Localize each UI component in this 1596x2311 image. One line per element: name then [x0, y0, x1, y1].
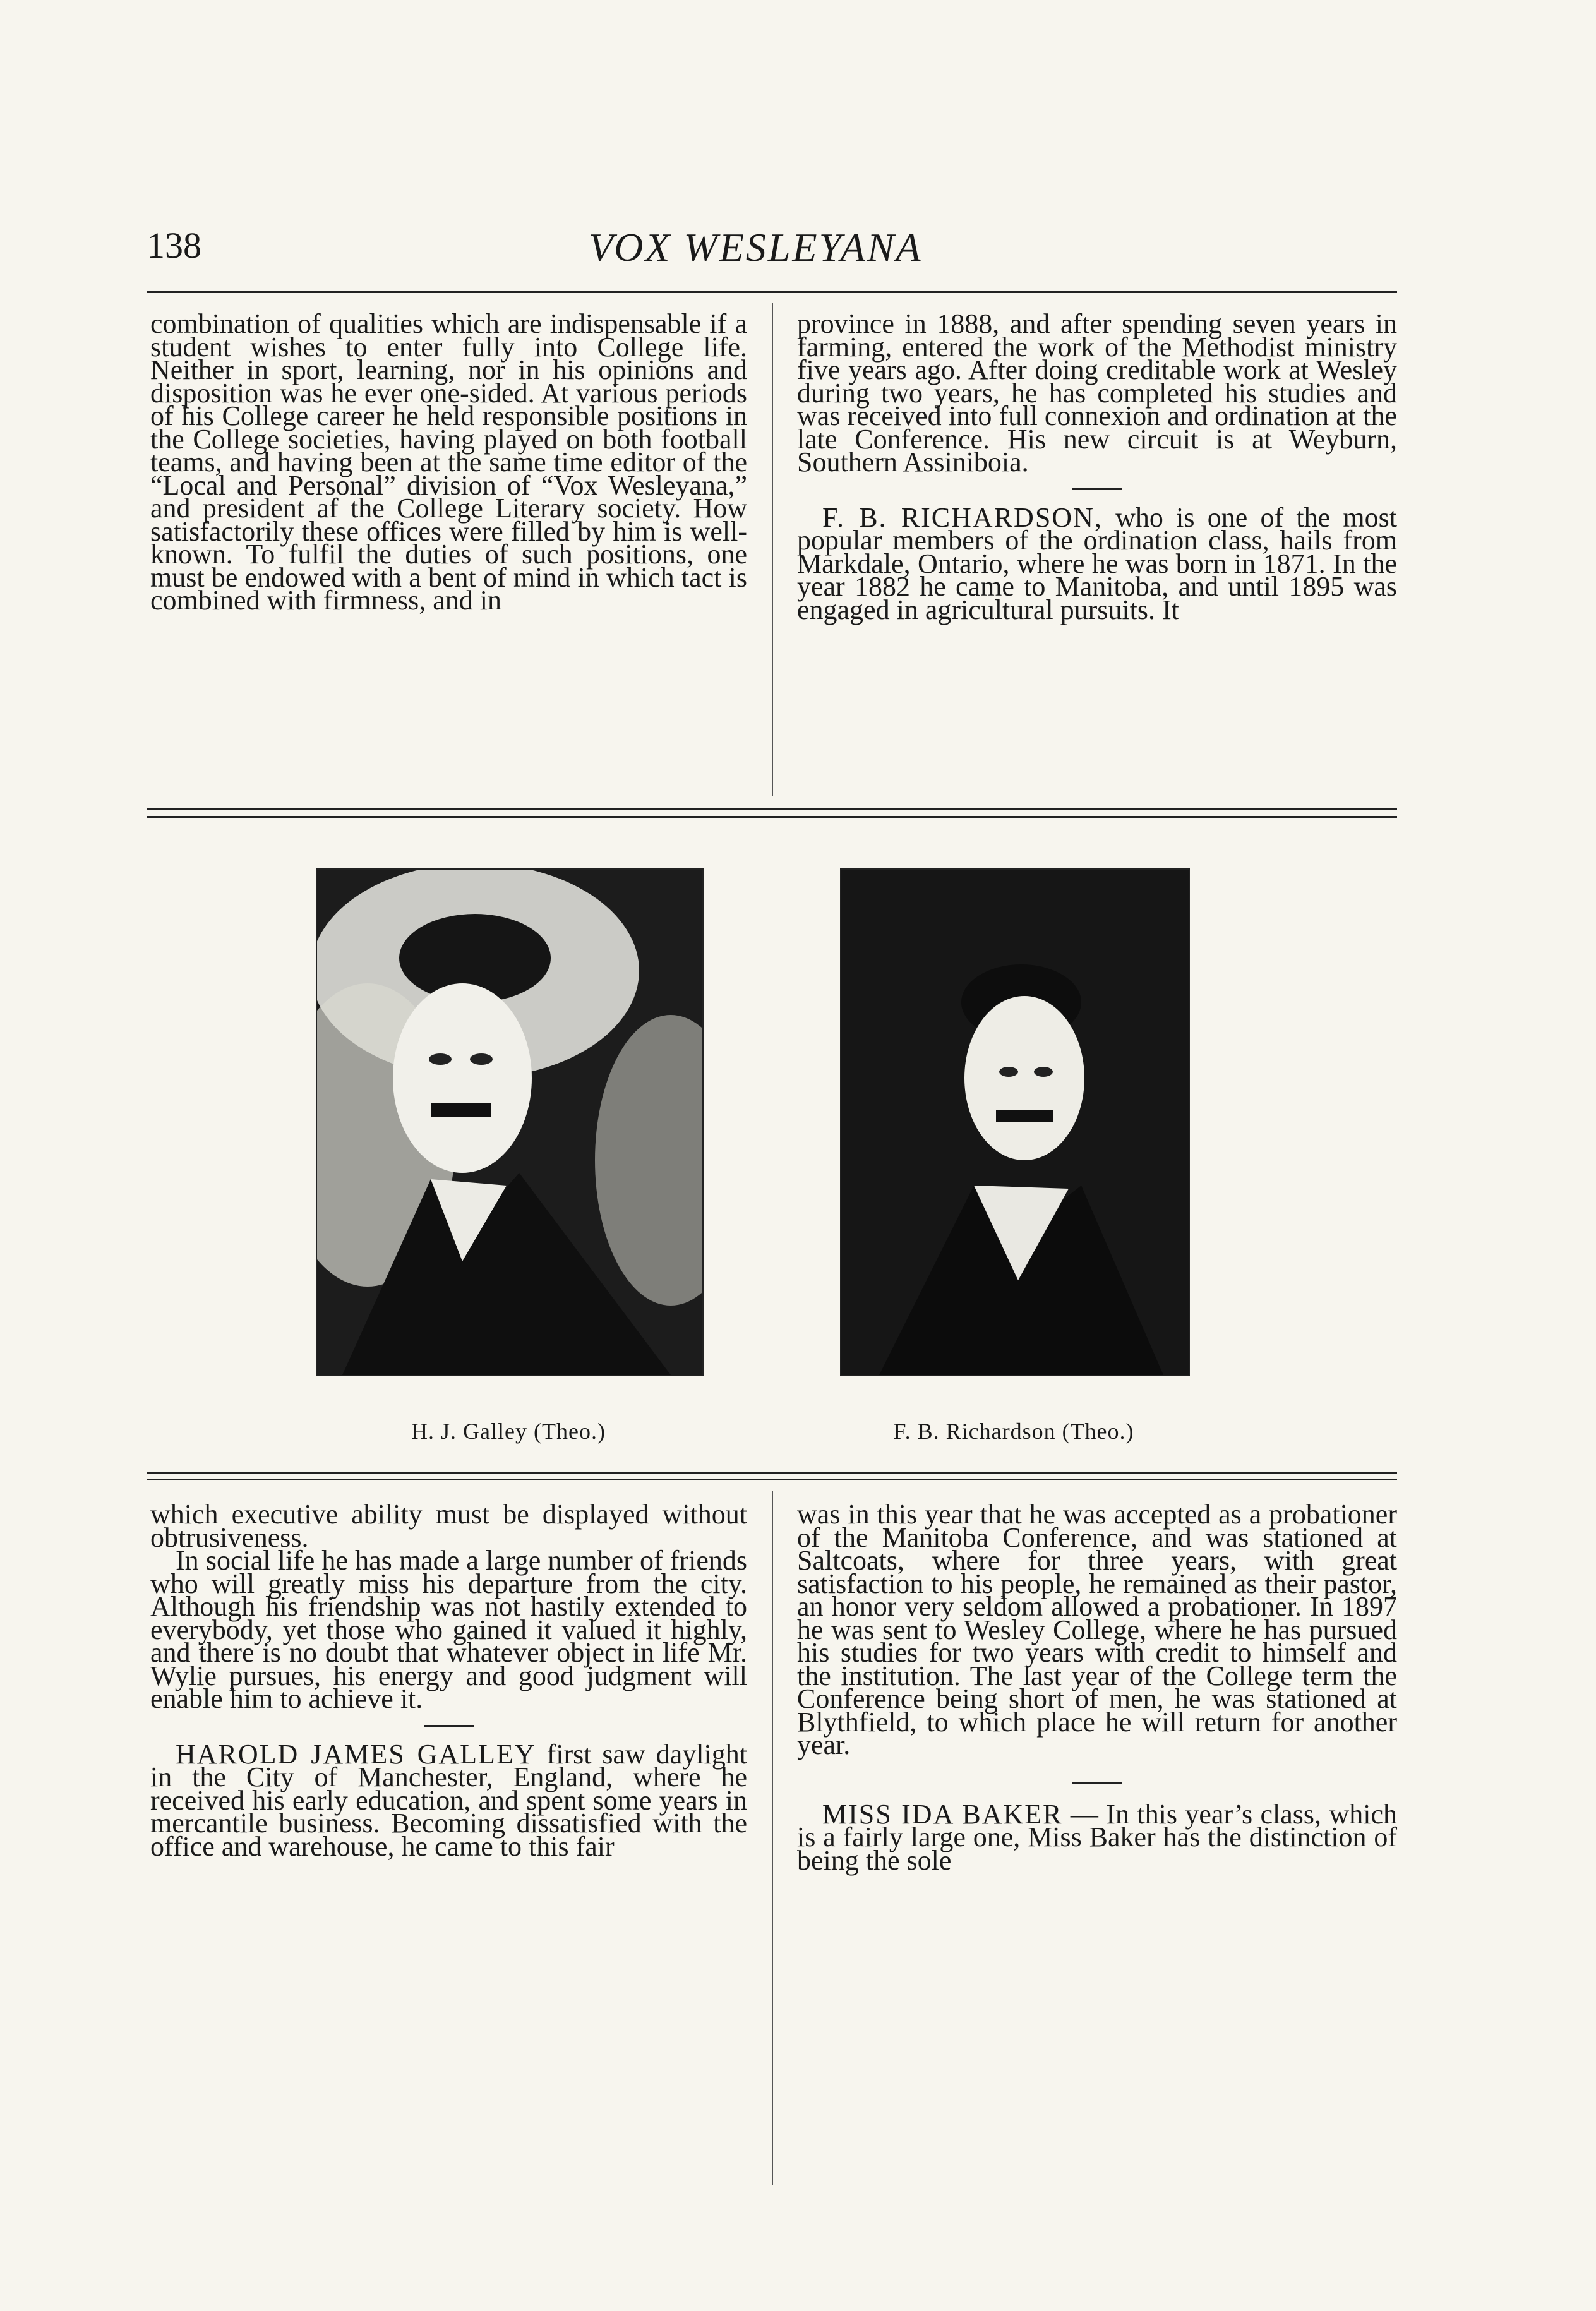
column-divider [772, 303, 773, 796]
paragraph [797, 501, 1397, 625]
paragraph-text: who is one of the most popular members of the ordination class, hails from Markdale, Ontario, where he was born in 1871. In the year 1882 he came to Manitoba, and until 1895 was engaged in agricultural pursuits. It [797, 501, 1397, 625]
person-name: MISS IDA BAKER [822, 1798, 1063, 1830]
bottom-right-column [797, 1499, 1397, 1876]
section-separator [1072, 1782, 1122, 1784]
paragraph: combination of qualities which are indispensable if a student wishes to enter fully into College life. Neither in sport, learning, nor in his opinions and disposition was he ever one-sided. At various periods of his College career he held responsible positions in the College societies, having played on both football teams, and having been at the same time editor of the “Local and Personal” division of “Vox Wesleyana,” and president af the College Literary society. How satisfactorily these offices were filled by him is well-known. To fulfil the duties of such positions, one must be endowed with a bent of mind in which tact is combined with firmness, and in [150, 308, 747, 616]
person-name: HAROLD JAMES GALLEY [176, 1738, 536, 1770]
portrait-image [317, 870, 702, 1375]
paragraph: province in 1888, and after spending seven years in farming, entered the work of the Methodist ministry five years ago. After doing creditable work at Wesley during two years, he has completed his studies and was received into full connexion and ordination at the late Conference. His new circuit is at Weyburn, Southern Assiniboia. [797, 308, 1397, 477]
paragraph-text: first saw daylight in the City of Manchester, England, where he received his early education, and spent some years in mercantile business. Becoming dissatisfied with the office and warehouse, he came to this fair [150, 1738, 748, 1862]
header-rule [147, 291, 1397, 293]
bottom-left-column [150, 1499, 748, 1862]
top-right-column [797, 308, 1397, 625]
section-rule [147, 1479, 1397, 1480]
portrait-photo-richardson [840, 868, 1190, 1376]
paragraph [150, 1738, 748, 1862]
page-number: 138 [147, 225, 201, 266]
portrait-photo-galley [316, 868, 704, 1376]
page-header [147, 224, 1397, 281]
paragraph [797, 1798, 1397, 1876]
person-name: F. B. RICHARDSON, [822, 501, 1103, 533]
section-rule [147, 808, 1397, 810]
paragraph: was in this year that he was accepted as a probationer of the Manitoba Conference, and was stationed at Saltcoats, where for three years, with great satisfaction to his people, he remained as their pastor, an honor very seldom allowed a probationer. In 1897 he was sent to Wesley College, where he has pursued his studies for two years with credit to himself and the institution. The last year of the College term the Conference being short of men, he was stationed at Blythfield, to which place he will return for another year. [797, 1499, 1397, 1760]
paragraph-text: — In this year’s class, which is a fairly large one, Miss Baker has the distinction of being the sole [797, 1798, 1397, 1876]
paragraph: In social life he has made a large number of friends who will greatly miss his departure from the city. Although his friendship was not hastily extended to everybody, yet those who gained it valued it highly, and there is no doubt that whatever object in life Mr. Wylie pursues, his energy and good judgment will enable him to achieve it. [150, 1545, 747, 1714]
section-rule [147, 816, 1397, 818]
paragraph: which executive ability must be displayed without obtrusiveness. [150, 1499, 747, 1553]
photo-caption: H. J. Galley (Theo.) [411, 1419, 606, 1444]
running-title: VOX WESLEYANA [589, 225, 923, 270]
section-separator [424, 1725, 474, 1727]
top-left-column [150, 308, 747, 616]
portrait-image [841, 870, 1189, 1375]
column-divider [772, 1491, 773, 2185]
photo-caption: F. B. Richardson (Theo.) [893, 1419, 1134, 1444]
section-separator [1072, 488, 1122, 490]
section-rule [147, 1472, 1397, 1474]
